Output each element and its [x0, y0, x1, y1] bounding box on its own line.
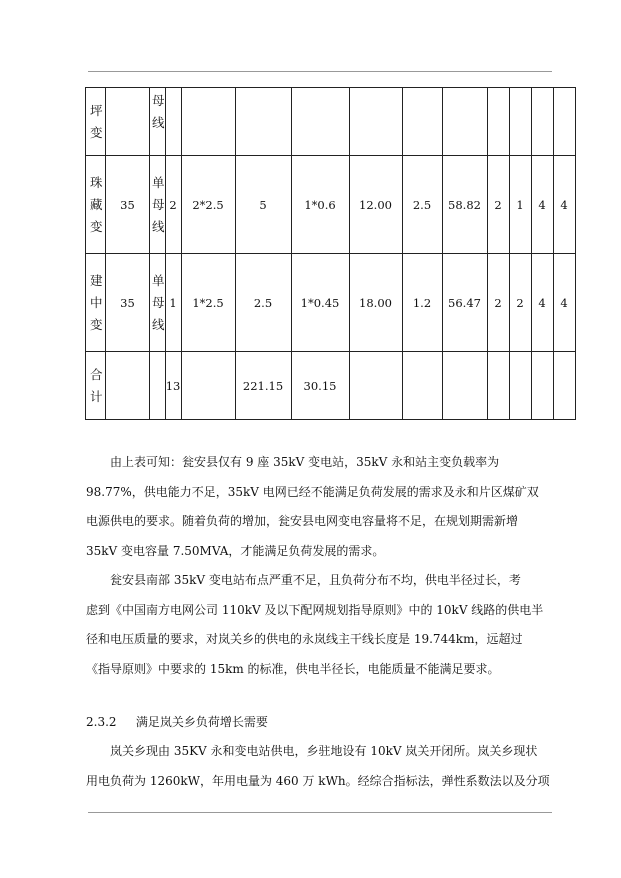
transformer-config-cell: 2*2.5	[181, 156, 235, 254]
text-line: 用电负荷为 1260kW，年用电量为 460 万 kWh。经综合指标法，弹性系数法以及分项	[86, 773, 550, 788]
table-row	[86, 156, 576, 254]
count-cell	[553, 88, 575, 156]
count-cell	[509, 352, 531, 420]
count-cell	[509, 88, 531, 156]
text-line: 瓮安县南部 35kV 变电站布点严重不足，且负荷分布不均，供电半径过长，考	[110, 573, 521, 587]
transformer-count-cell	[165, 88, 181, 156]
bus-type-cell	[150, 352, 166, 420]
transformer-count-cell: 13	[165, 352, 181, 420]
table-row	[86, 254, 576, 352]
load-rate-cell	[442, 88, 487, 156]
section-heading	[86, 713, 268, 730]
radius-cell: 1.2	[402, 254, 442, 352]
station-name: 合计	[86, 352, 106, 420]
count-cell: 4	[531, 156, 553, 254]
count-cell	[531, 352, 553, 420]
paragraph-capacity	[86, 448, 554, 566]
transformer-count-cell: 2	[165, 156, 181, 254]
transformer-config-cell	[181, 88, 235, 156]
footer-rule	[88, 812, 552, 813]
capacity-cell: 221.15	[235, 352, 291, 420]
paragraph-south-substations	[86, 566, 554, 684]
count-cell: 4	[553, 254, 575, 352]
line-cell: 30.15	[291, 352, 349, 420]
substation-table	[85, 87, 576, 420]
line-cell: 1*0.6	[291, 156, 349, 254]
station-name: 建中变	[86, 254, 106, 352]
count-cell	[487, 352, 509, 420]
load-rate-cell	[442, 352, 487, 420]
text-line: 由上表可知：瓮安县仅有 9 座 35kV 变电站，35kV 永和站主变负载率为	[110, 455, 500, 469]
radius-cell: 2.5	[402, 156, 442, 254]
text-line: 98.77%，供电能力不足，35kV 电网已经不能满足负荷发展的需求及永和片区煤矿双	[86, 484, 539, 499]
section-title: 满足岚关乡负荷增长需要	[135, 715, 268, 729]
count-cell: 2	[509, 254, 531, 352]
text-line: 径和电压质量的要求，对岚关乡的供电的永岚线主干线长度是 19.744km，远超过	[86, 632, 523, 646]
text-line: 电源供电的要求。随着负荷的增加，瓮安县电网变电容量将不足，在规划期需新增	[86, 514, 519, 528]
line-cell: 1*0.45	[291, 254, 349, 352]
table-row-total	[86, 352, 576, 420]
bus-type-cell: 母线	[150, 88, 166, 156]
text-line: 《指导原则》中要求的 15km 的标准，供电半径长，电能质量不能满足要求。	[86, 661, 500, 676]
load-rate-cell: 58.82	[442, 156, 487, 254]
voltage-cell: 35	[106, 254, 150, 352]
bus-type-cell: 单母线	[150, 156, 166, 254]
count-cell: 2	[487, 254, 509, 352]
voltage-cell	[106, 352, 150, 420]
length-cell	[349, 88, 402, 156]
transformer-config-cell: 1*2.5	[181, 254, 235, 352]
capacity-cell: 5	[235, 156, 291, 254]
text-line: 岚关乡现由 35KV 永和变电站供电，乡驻地设有 10kV 岚关开闭所。岚关乡现状	[110, 744, 538, 758]
load-rate-cell: 56.47	[442, 254, 487, 352]
voltage-cell	[106, 88, 150, 156]
header-rule	[88, 71, 552, 72]
count-cell: 4	[531, 254, 553, 352]
station-name: 坪变	[86, 88, 106, 156]
count-cell: 4	[553, 156, 575, 254]
radius-cell	[402, 352, 442, 420]
length-cell: 18.00	[349, 254, 402, 352]
table-row	[86, 88, 576, 156]
voltage-cell: 35	[106, 156, 150, 254]
paragraph-languan	[86, 737, 554, 796]
text-line: 虑到《中国南方电网公司 110kV 及以下配网规划指导原则》中的 10kV 线路的供电半	[86, 602, 544, 617]
transformer-count-cell: 1	[165, 254, 181, 352]
transformer-config-cell	[181, 352, 235, 420]
bus-type-cell: 单母线	[150, 254, 166, 352]
count-cell	[553, 352, 575, 420]
count-cell	[487, 88, 509, 156]
text-line: 35kV 变电容量 7.50MVA，才能满足负荷发展的需求。	[86, 543, 385, 558]
count-cell	[531, 88, 553, 156]
count-cell: 1	[509, 156, 531, 254]
station-name: 珠藏变	[86, 156, 106, 254]
capacity-cell: 2.5	[235, 254, 291, 352]
section-number: 2.3.2	[86, 715, 117, 729]
capacity-cell	[235, 88, 291, 156]
line-cell	[291, 88, 349, 156]
length-cell	[349, 352, 402, 420]
length-cell: 12.00	[349, 156, 402, 254]
count-cell: 2	[487, 156, 509, 254]
radius-cell	[402, 88, 442, 156]
